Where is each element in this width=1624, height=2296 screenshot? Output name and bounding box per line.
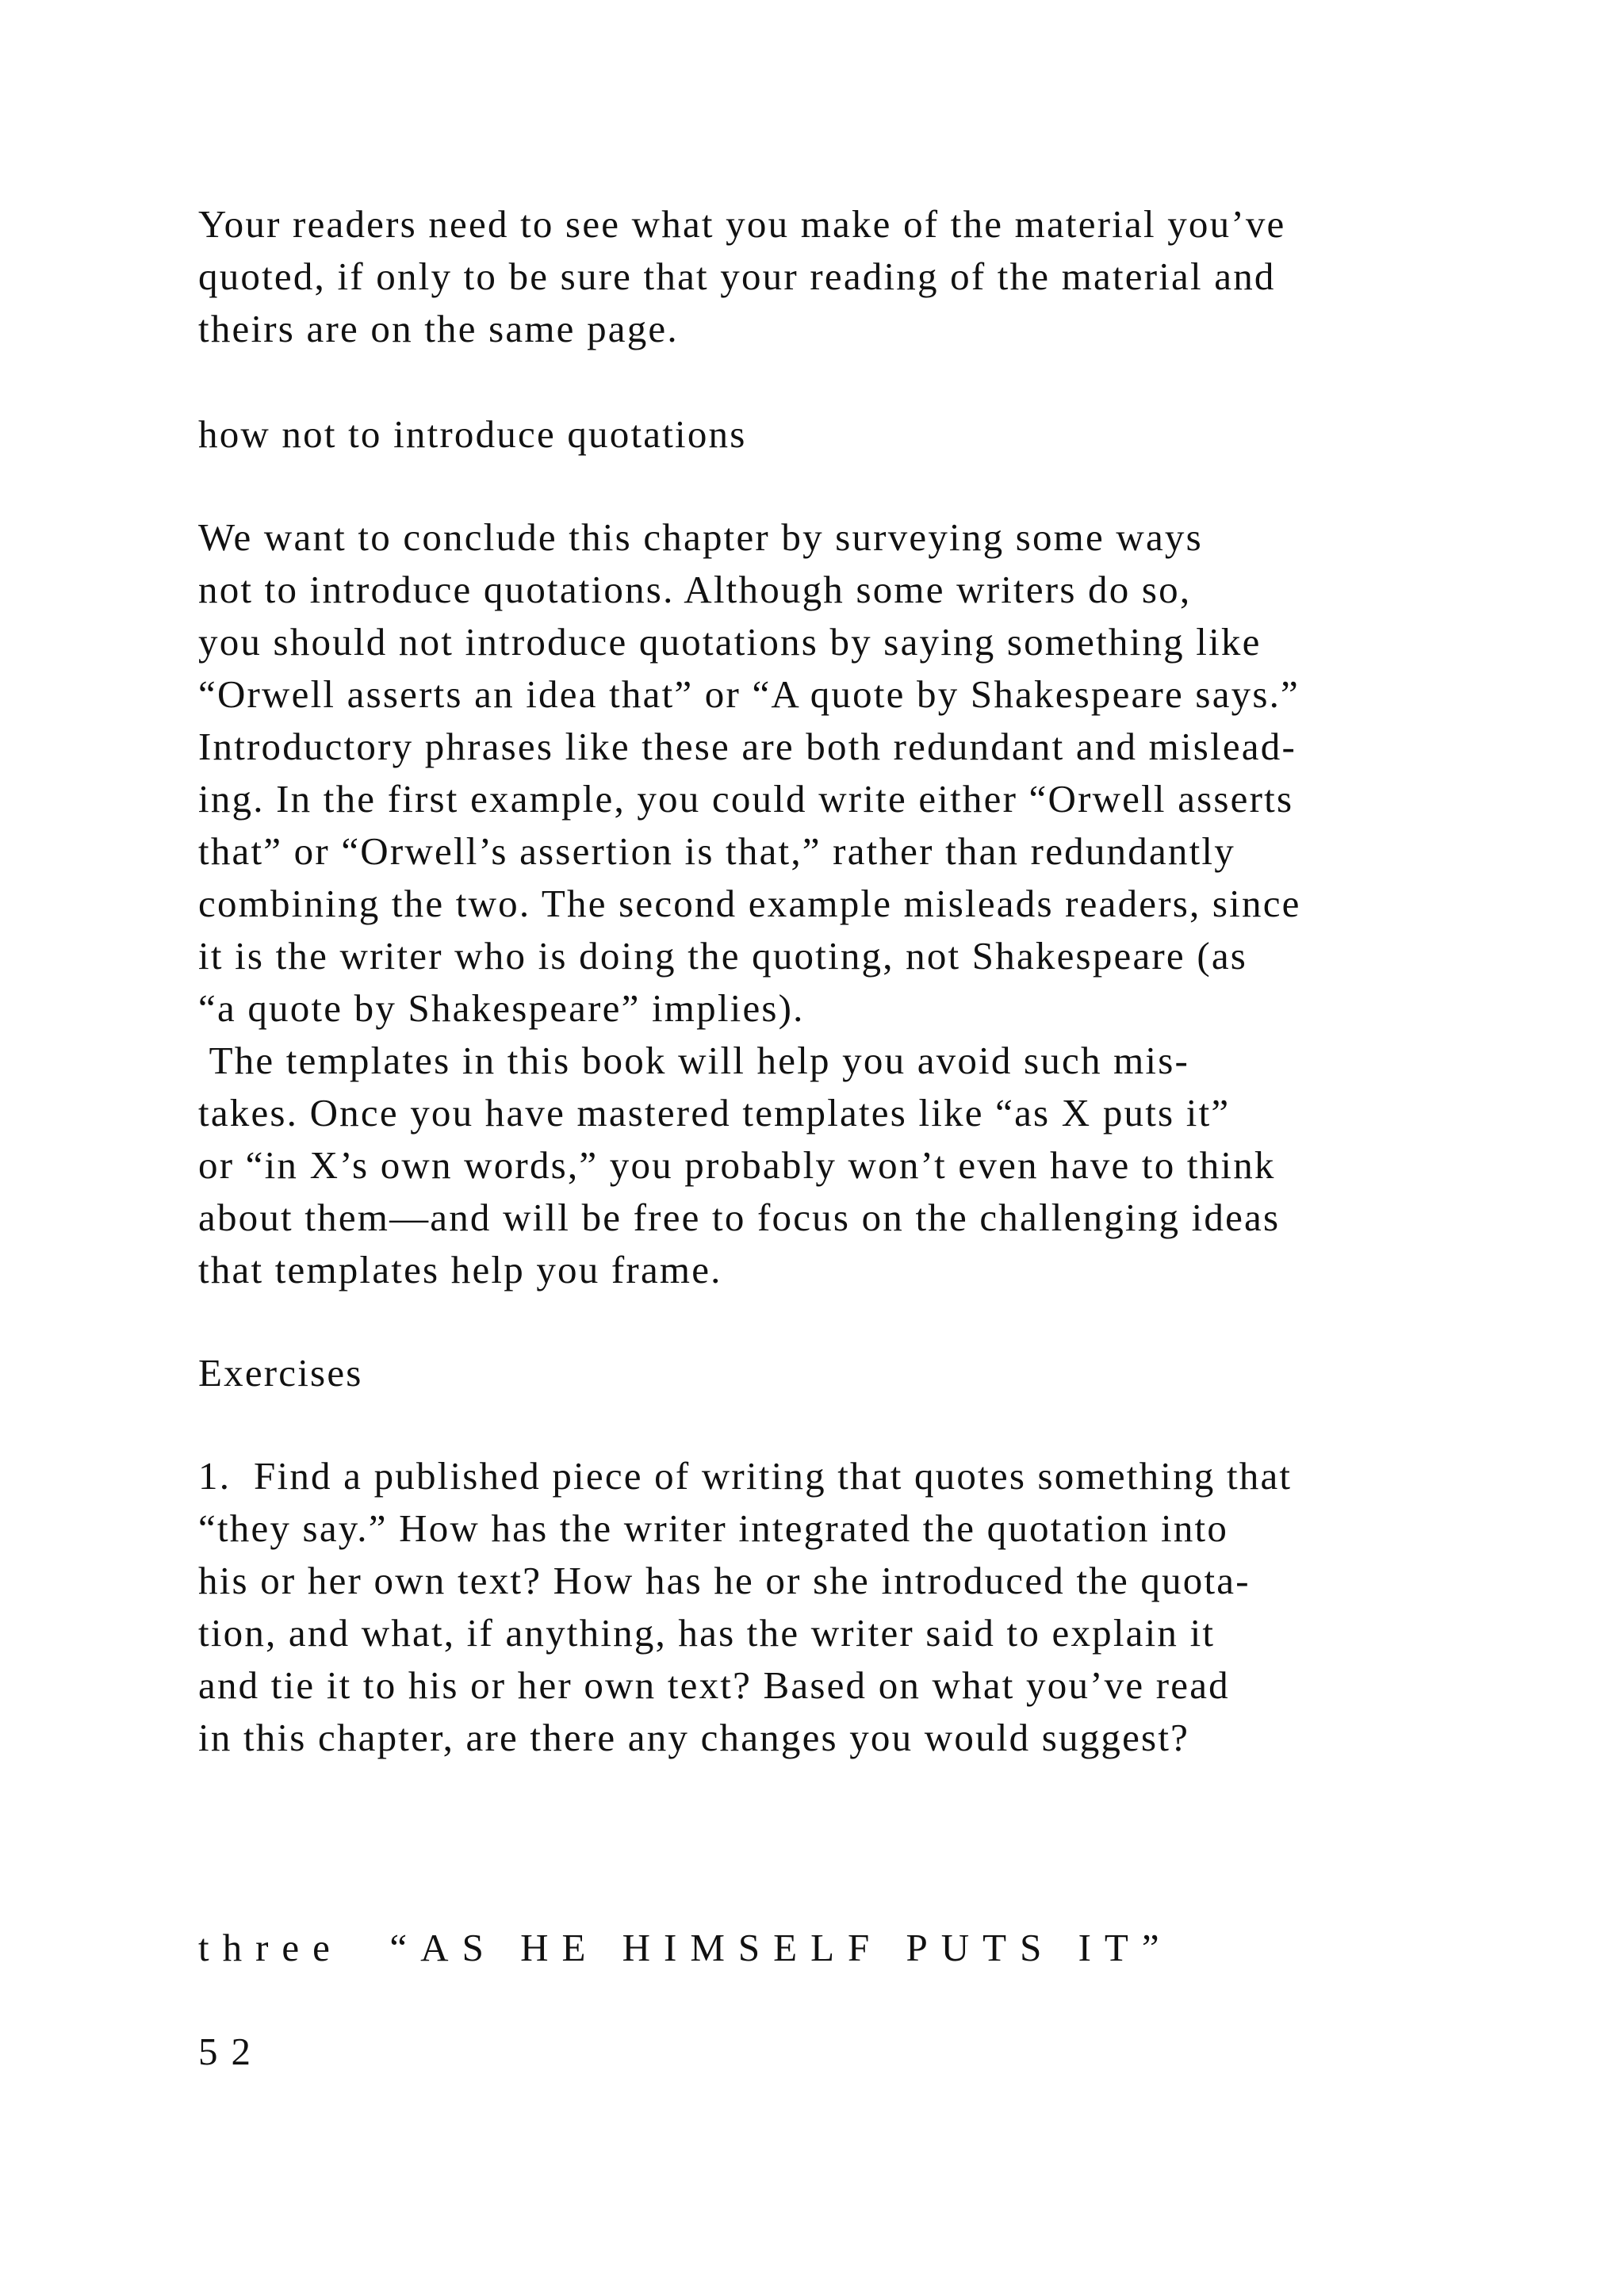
paragraph-3-line-4: about them—and will be free to focus on the challenging ideas [198, 1196, 1281, 1239]
paragraph-1-line-1: Your readers need to see what you make of the material you’ve [198, 202, 1286, 246]
exercise-1-line-5: and tie it to his or her own text? Based on what you’ve read [198, 1663, 1230, 1707]
running-footer: three “AS HE HIMSELF PUTS IT” [198, 1926, 1173, 1969]
paragraph-3-line-2: takes. Once you have mastered templates like “as X puts it” [198, 1091, 1231, 1135]
paragraph-3-line-3: or “in X’s own words,” you probably won’t even have to think [198, 1143, 1276, 1187]
paragraph-2-line-9: it is the writer who is doing the quoting, not Shakespeare (as [198, 934, 1248, 978]
exercises-heading: Exercises [198, 1351, 363, 1395]
paragraph-3-line-1: The templates in this book will help you avoid such mis- [198, 1039, 1190, 1082]
exercise-1-line-1: 1. Find a published piece of writing that quotes something that [198, 1454, 1293, 1498]
paragraph-1-line-3: theirs are on the same page. [198, 307, 679, 350]
exercise-1-line-3: his or her own text? How has he or she introduced the quota- [198, 1559, 1251, 1602]
exercise-1-line-4: tion, and what, if anything, has the writer said to explain it [198, 1611, 1216, 1655]
paragraph-2-line-1: We want to conclude this chapter by surveying some ways [198, 515, 1203, 559]
page-number: 52 [198, 2030, 264, 2073]
paragraph-2-line-3: you should not introduce quotations by saying something like [198, 620, 1262, 664]
paragraph-1-line-2: quoted, if only to be sure that your reading of the material and [198, 254, 1276, 298]
exercise-1-line-6: in this chapter, are there any changes you would suggest? [198, 1716, 1190, 1759]
exercise-1-line-2: “they say.” How has the writer integrated the quotation into [198, 1506, 1229, 1550]
paragraph-2-line-4: “Orwell asserts an idea that” or “A quote by Shakespeare says.” [198, 672, 1300, 716]
paragraph-3-line-5: that templates help you frame. [198, 1248, 722, 1292]
paragraph-2-line-10: “a quote by Shakespeare” implies). [198, 986, 805, 1030]
paragraph-2-line-2: not to introduce quotations. Although some writers do so, [198, 568, 1192, 611]
paragraph-2-line-5: Introductory phrases like these are both redundant and mislead- [198, 725, 1297, 768]
paragraph-2-line-7: that” or “Orwell’s assertion is that,” rather than redundantly [198, 829, 1235, 873]
paragraph-2-line-6: ing. In the first example, you could write either “Orwell asserts [198, 777, 1294, 821]
paragraph-2-line-8: combining the two. The second example misleads readers, since [198, 882, 1301, 925]
section-heading: how not to introduce quotations [198, 412, 747, 456]
